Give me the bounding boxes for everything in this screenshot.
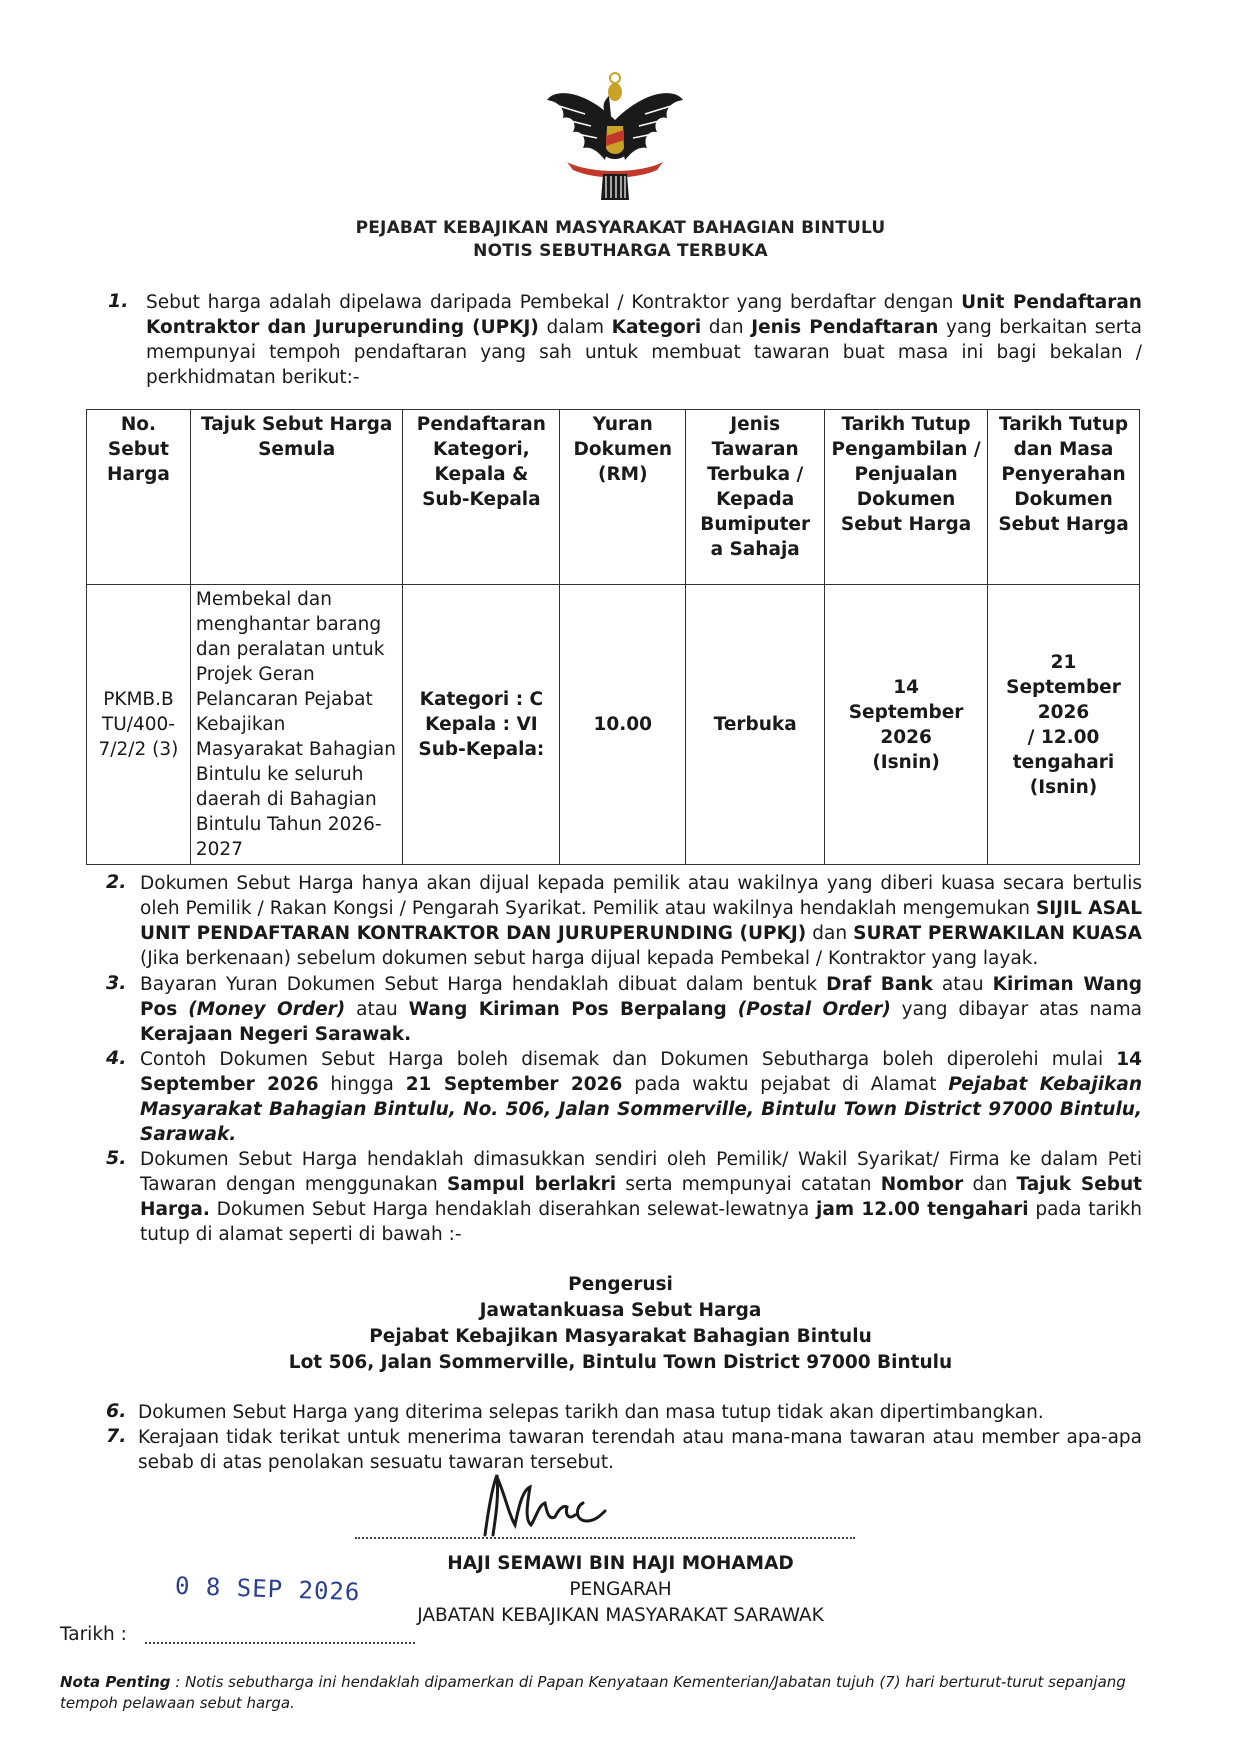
paragraph-4: Contoh Dokumen Sebut Harga boleh disemak dan Dokumen Sebutharga boleh diperolehi mulai 14 September 2026 hingga 21 September 2026 pada waktu pejabat di Alamat Pejabat Kebajikan Masyarakat Bahagian Bintulu, No. 506, Jalan Sommerville, Bintulu Town District 97000 Bintulu, Sarawak.	[140, 1049, 1143, 1145]
important-note: Nota Penting : Notis sebutharga ini hendaklah dipamerkan di Papan Kenyataan Kementerian/Jabatan tujuh (7) hari berturut-turut sepanjang tempoh pelawaan sebut harga.	[60, 1673, 1126, 1712]
date-line	[145, 1642, 415, 1644]
column-header: Tarikh Tutup Pengambilan / Penjualan Dokumen Sebut Harga	[825, 410, 988, 585]
offer-type: Terbuka	[686, 585, 825, 865]
quotation-table	[86, 409, 1140, 865]
column-header: Jenis Tawaran Terbuka / Kepada Bumiputer a Sahaja	[686, 410, 825, 585]
item-number: 7.	[106, 1425, 127, 1447]
submission-closing-date: 21 September 2026 / 12.00 tengahari (Isnin)	[988, 585, 1140, 865]
document-fee: 10.00	[560, 585, 686, 865]
quotation-number: PKMB.B TU/400-7/2/2 (3)	[87, 585, 191, 865]
item-number: 6.	[106, 1400, 127, 1422]
signature-scribble	[475, 1465, 635, 1545]
notice-title: NOTIS SEBUTHARGA TERBUKA	[473, 241, 768, 261]
sale-closing-date: 14 September 2026 (Isnin)	[825, 585, 988, 865]
table-row	[87, 585, 1140, 865]
registration-category: Kategori : C Kepala : VI Sub-Kepala:	[403, 585, 560, 865]
address-block: Pengerusi Jawatankuasa Sebut Harga Pejabat Kebajikan Masyarakat Bahagian Bintulu Lot 506, Jalan Sommerville, Bintulu Town District 97000 Bintulu	[288, 1274, 953, 1373]
signature-line	[355, 1537, 855, 1539]
column-header: Tajuk Sebut Harga Semula	[190, 410, 403, 585]
column-header: Pendaftaran Kategori, Kepala & Sub-Kepala	[403, 410, 560, 585]
signatory: HAJI SEMAWI BIN HAJI MOHAMAD PENGARAH JABATAN KEBAJIKAN MASYARAKAT SARAWAK	[417, 1553, 824, 1626]
office-title: PEJABAT KEBAJIKAN MASYARAKAT BAHAGIAN BINTULU	[355, 218, 886, 238]
item-number: 5.	[106, 1147, 127, 1169]
column-header: No. Sebut Harga	[87, 410, 191, 585]
date-label: Tarikh :	[60, 1624, 127, 1645]
quotation-title: Membekal dan menghantar barang dan peralatan untuk Projek Geran Pelancaran Pejabat Kebajikan Masyarakat Bahagian Bintulu ke seluruh daerah di Bahagian Bintulu Tahun 2026-2027	[190, 585, 403, 865]
paragraph-6: Dokumen Sebut Harga yang diterima selepas tarikh dan masa tutup tidak akan dipertimbangkan.	[138, 1402, 1044, 1423]
sarawak-crest-icon	[545, 70, 685, 215]
paragraph-3: Bayaran Yuran Dokumen Sebut Harga hendaklah dibuat dalam bentuk Draf Bank atau Kiriman Wang Pos (Money Order) atau Wang Kiriman Pos Berpalang (Postal Order) yang dibayar atas nama Kerajaan Negeri Sarawak.	[140, 974, 1143, 1045]
item-number: 2.	[106, 871, 127, 893]
paragraph-2: Dokumen Sebut Harga hanya akan dijual kepada pemilik atau wakilnya yang diberi kuasa secara bertulis oleh Pemilik / Rakan Kongsi / Pengarah Syarikat. Pemilik atau wakilnya hendaklah mengemukan SIJIL ASAL UNIT PENDAFTARAN KONTRAKTOR DAN JURUPERUNDING (UPKJ) dan SURAT PERWAKILAN KUASA (Jika berkenaan) sebelum dokumen sebut harga dijual kepada Pembekal / Kontraktor yang layak.	[140, 873, 1142, 969]
item-number: 4.	[106, 1047, 127, 1069]
paragraph-5: Dokumen Sebut Harga hendaklah dimasukkan sendiri oleh Pemilik/ Wakil Syarikat/ Firma ke dalam Peti Tawaran dengan menggunakan Sampul berlakri serta mempunyai catatan Nombor dan Tajuk Sebut Harga. Dokumen Sebut Harga hendaklah diserahkan selewat-lewatnya jam 12.00 tengahari pada tarikh tutup di alamat seperti di bawah :-	[140, 1149, 1143, 1245]
paragraph-1: Sebut harga adalah dipelawa daripada Pembekal / Kontraktor yang berdaftar dengan Unit Pendaftaran Kontraktor dan Juruperunding (UPKJ) dalam Kategori dan Jenis Pendaftaran yang berkaitan serta mempunyai tempoh pendaftaran yang sah untuk membuat tawaran buat masa ini bagi bekalan / perkhidmatan berikut:-	[146, 292, 1142, 388]
column-header: Tarikh Tutup dan Masa Penyerahan Dokumen Sebut Harga	[988, 410, 1140, 585]
table-header-row	[87, 410, 1140, 585]
paragraph-7: Kerajaan tidak terikat untuk menerima tawaran terendah atau mana-mana tawaran atau member apa-apa sebab di atas penolakan sesuatu tawaran tersebut.	[138, 1427, 1142, 1473]
item-number: 1.	[108, 290, 129, 312]
item-number: 3.	[106, 972, 127, 994]
column-header: Yuran Dokumen (RM)	[560, 410, 686, 585]
date-stamp: 0 8 SEP 2026	[174, 1571, 361, 1607]
